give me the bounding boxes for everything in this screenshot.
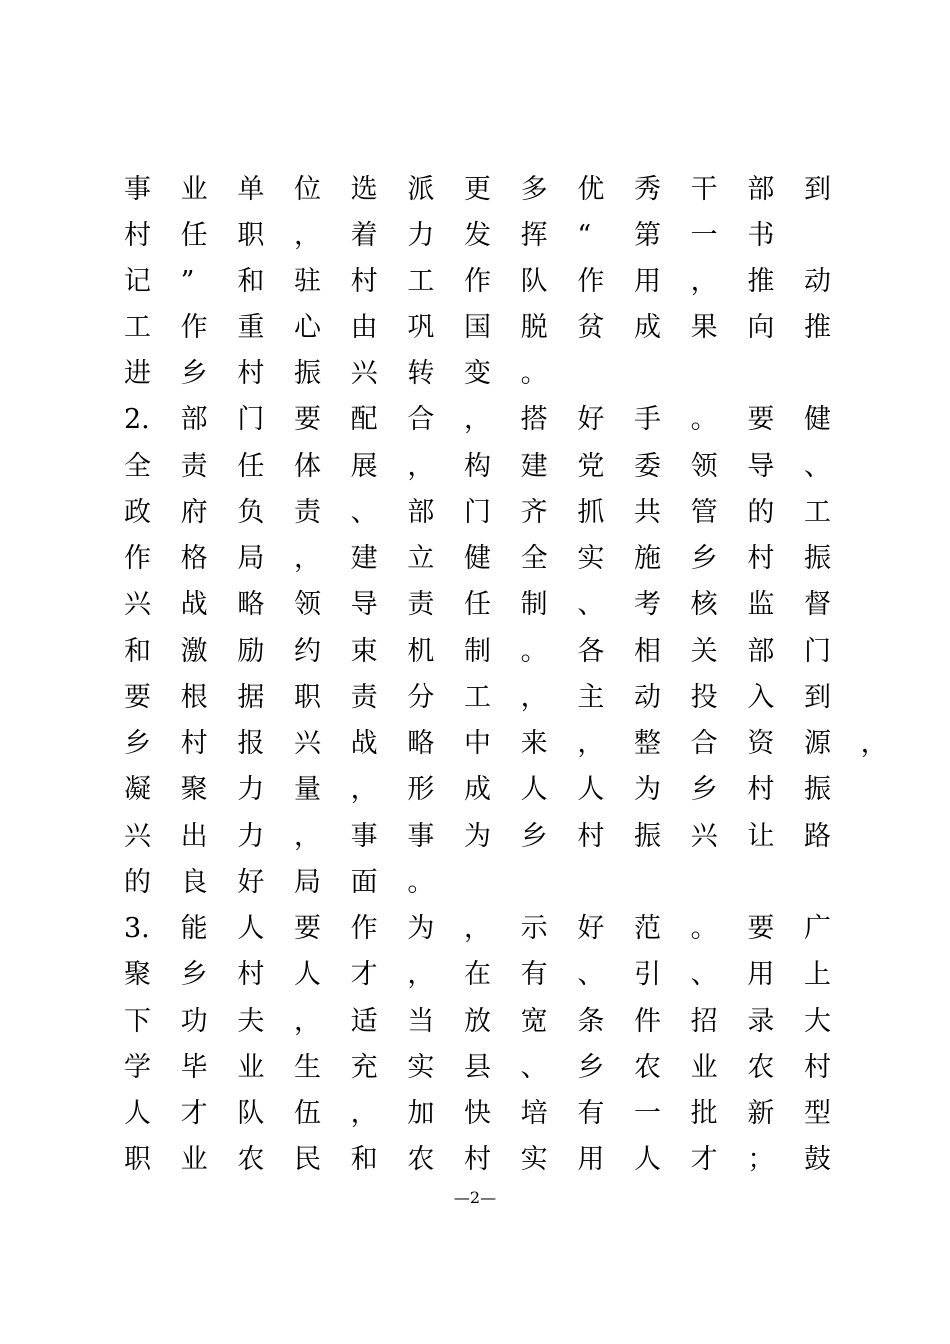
- page-number: —2—: [453, 1188, 497, 1207]
- document-page: 事 业 单 位 选 派 更 多 优 秀 干 部 到 村 任 职 ， 着 力 发 挥 “ 第 一 书 记 ” 和 驻 村 工 作 队 作 用 ， 推 动 工 作 重 心 由 巩 国 脱 贫 成 果 向 推 进 乡 村 振 兴 转 变 。 2. 部 门 要 配 合 ， 搭 好 手 。 要 健 全 责 任 体 展 ， 构 建 党 委 领 导 、 政 府 负 责 、 部 门 齐 抓 共 管 的 工 作 格 局 ， 建 立 健 全 实 施 乡 村 振 兴 战 略 领 导 责 任 制 、 考 核 监 督 和 激 励 约 束 机 制 。 各 相 关 部 门 要 根 据 职 责 分 工 ， 主 动 投 入 到 乡 村 报 兴 战 略 中 来 ， 整 合 资 源 ， 凝 聚 力 量 ， 形 成 人 人 为 乡 村 振 兴 出 力 ， 事 事 为 乡 村 振 兴 让 路 的 良 好 局 面 。 3. 能 人 要 作 为 ， 示 好 范 。 要 广 聚 乡 村 人 才 ， 在 有 、 引 、 用 上 下 功 夫 ， 适 当 放 宽 条 件 招 录 大 学 毕 业 生 充 实 县 、 乡 农 业 农 村 人 才 队 伍 ， 加 快 培 有 一 批 新 型 职 业 农 民 和 农 村 实 用 人 才 ； 鼓 —2—: [0, 0, 950, 1344]
